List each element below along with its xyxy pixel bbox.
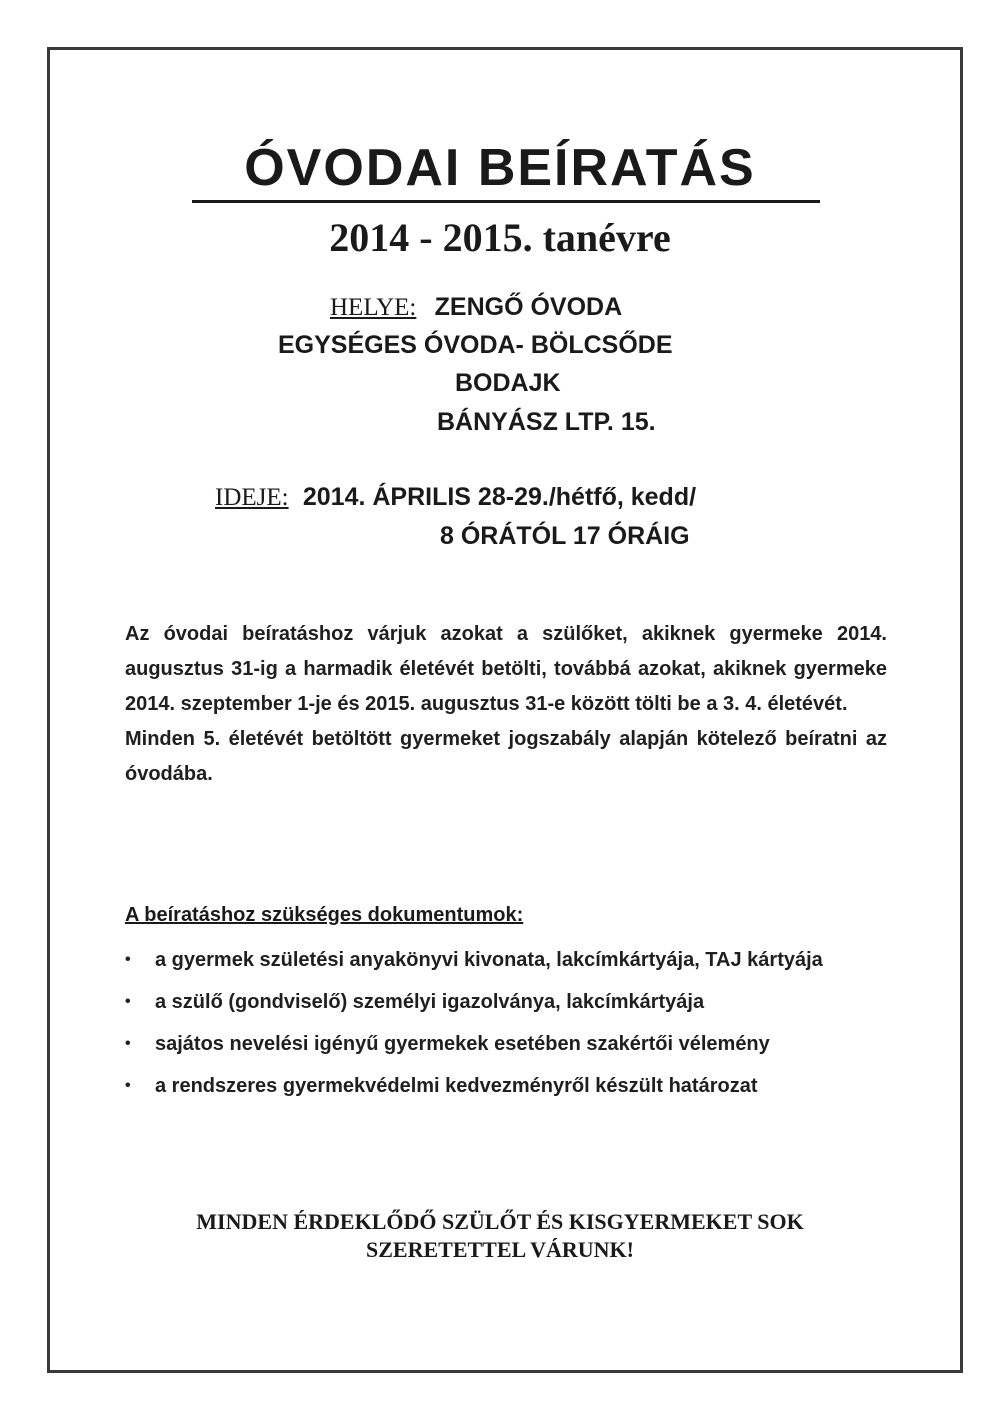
list-item: • a szülő (gondviselő) személyi igazolványa, lakcímkártyája	[125, 982, 887, 1022]
body-paragraph-2: Minden 5. életévét betöltött gyermeket jogszabály alapján kötelező beíratni az óvodába.	[125, 728, 887, 785]
time-label: IDEJE:	[215, 484, 289, 511]
title-underline	[192, 200, 820, 203]
page-subtitle: 2014 - 2015. tanévre	[329, 215, 671, 260]
location-line-4: BÁNYÁSZ LTP. 15.	[437, 408, 656, 436]
time-line-1: 2014. ÁPRILIS 28-29./hétfő, kedd/	[302, 483, 697, 511]
body-text	[125, 617, 887, 792]
closing-message	[0, 1208, 1000, 1264]
closing-line-2: SZERETETTEL VÁRUNK!	[366, 1237, 634, 1262]
list-item: • a rendszeres gyermekvédelmi kedvezményről készült határozat	[125, 1066, 887, 1106]
time-row-1	[215, 480, 696, 515]
bullet-icon: •	[125, 951, 131, 968]
documents-heading: A beíratáshoz szükséges dokumentumok:	[125, 904, 524, 926]
closing-line-1: MINDEN ÉRDEKLŐDŐ SZÜLŐT ÉS KISGYERMEKET SOK	[196, 1209, 804, 1234]
bullet-icon: •	[125, 1035, 131, 1052]
time-line-2: 8 ÓRÁTÓL 17 ÓRÁIG	[440, 522, 690, 550]
list-item: • sajátos nevelési igényű gyermekek esetében szakértői vélemény	[125, 1024, 887, 1064]
location-row-1	[330, 290, 622, 325]
bullet-icon: •	[125, 1077, 131, 1094]
bullet-icon: •	[125, 993, 131, 1010]
location-line-3: BODAJK	[455, 369, 561, 397]
page-title: ÓVODAI BEÍRATÁS	[244, 139, 756, 197]
location-label: HELYE:	[330, 294, 417, 321]
body-paragraph-1: Az óvodai beíratáshoz várjuk azokat a szülőket, akiknek gyermeke 2014. augusztus 31-ig a harmadik életévét betölti, továbbá azokat, akiknek gyermeke 2014. szeptember 1-je és 2015. augusztus 31-e között tölti be a 3. 4. életévét.	[125, 623, 887, 715]
documents-list	[125, 940, 887, 1108]
location-line-2: EGYSÉGES ÓVODA- BÖLCSŐDE	[278, 331, 673, 359]
list-item: • a gyermek születési anyakönyvi kivonata, lakcímkártyája, TAJ kártyája	[125, 940, 887, 980]
location-line-1: ZENGŐ ÓVODA	[434, 293, 623, 321]
